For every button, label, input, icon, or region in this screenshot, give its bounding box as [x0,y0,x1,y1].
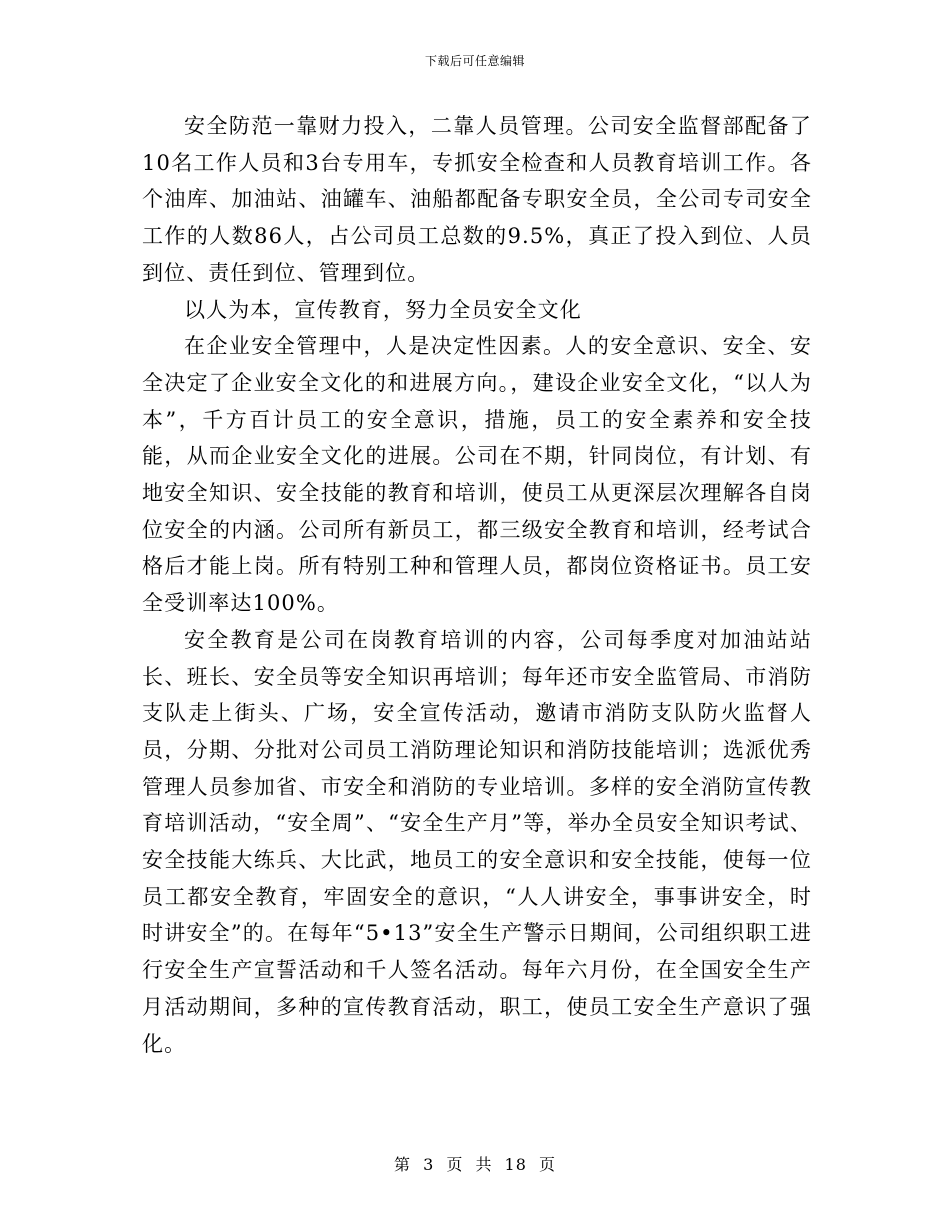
paragraph-staffing: 安全防范一靠财力投入，二靠人员管理。公司安全监督部配备了10名工作人员和3台专用车，专抓安全检查和人员教育培训工作。各个油库、加油站、油罐车、油船都配备专职安全员，全公司专司安全工作的人数86人，占公司员工总数的9.5%，真正了投入到位、人员到位、责任到位、管理到位。 [142,114,812,285]
paragraph-safety-culture: 在企业安全管理中，人是决定性因素。人的安全意识、安全、安全决定了企业安全文化的和进展方向。，建设企业安全文化，“以人为本”，千方百计员工的安全意识，措施，员工的安全素养和安全技能，从而企业安全文化的进展。公司在不期，针同岗位，有计划、有地安全知识、安全技能的教育和培训，使员工从更深层次理解各自岗位安全的内涵。公司所有新员工，都三级安全教育和培训，经考试合格后才能上岗。所有特别工种和管理人员，都岗位资格证书。员工安全受训率达100%。 [142,334,812,616]
paragraph-safety-education: 安全教育是公司在岗教育培训的内容，公司每季度对加油站站长、班长、安全员等安全知识再培训；每年还市安全监管局、市消防支队走上街头、广场，安全宣传活动，邀请市消防支队防火监督人员，分期、分批对公司员工消防理论知识和消防技能培训；选派优秀管理人员参加省、市安全和消防的专业培训。多样的安全消防宣传教育培训活动，“安全周”、“安全生产月”等，举办全员安全知识考试、安全技能大练兵、大比武，地员工的安全意识和安全技能，使每一位员工都安全教育，牢固安全的意识，“人人讲安全，事事讲安全，时时讲安全”的。在每年“5•13”安全生产警示日期间，公司组织职工进行安全生产宣誓活动和千人签名活动。每年六月份，在全国安全生产月活动期间，多种的宣传教育活动，职工，使员工安全生产意识了强化。 [142,627,812,1056]
page-number: 第 3 页 共 18 页 [394,1155,556,1174]
section-heading: 以人为本，宣传教育，努力全员安全文化 [184,297,582,322]
page-header: 下载后可任意编辑 [424,54,525,68]
document-body [142,108,812,1062]
